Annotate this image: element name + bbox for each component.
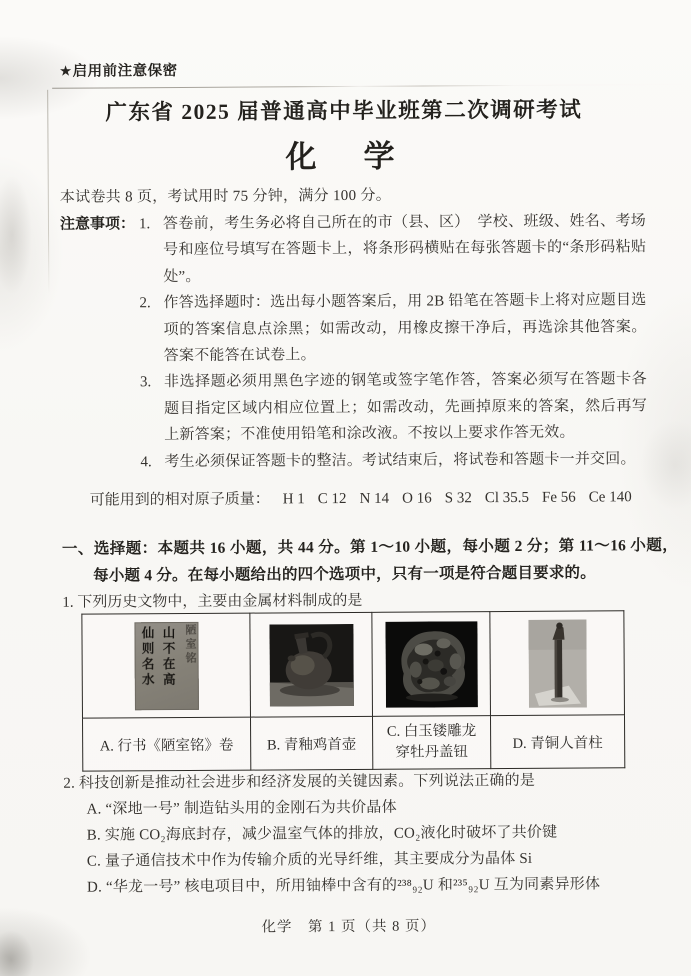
atomic-mass-value: O 16 [402, 490, 432, 507]
atomic-mass-value: H 1 [282, 491, 305, 508]
question-2-option-a: A. “深地一号” 制造钻头用的金刚石为共价晶体 [86, 799, 397, 818]
option-a-label: A. 行书《陋室铭》卷 [82, 717, 250, 771]
celadon-ewer-photo [269, 623, 353, 706]
calligraphy-column: 山不在高 [160, 625, 176, 688]
option-d-cell [490, 611, 625, 716]
notes-section [60, 208, 648, 476]
note-number: 3. [139, 374, 152, 391]
option-c-label [372, 716, 490, 770]
note-text: 非选择题必须用黑色字迹的钢笔或签字笔作答，答案必须写在答题卡各题目指定区域内相应位置上；如需改动，先画掉原来的答案，然后再写上新答案；不准使用铅笔和涂改液。不按以上要求作答无效。 [163, 371, 648, 444]
question-2 [63, 767, 659, 901]
option-b-cell [250, 612, 373, 717]
option-d-label: D. 青铜人首柱 [490, 715, 624, 769]
subject-title: 化 学 [285, 138, 403, 175]
atomic-mass-value: C 12 [317, 490, 347, 508]
question-2-option-c: C. 量子通信技术中作为传输介质的光导纤维，其主要成分为晶体 Si [86, 850, 533, 870]
question-2-option-b: B. 实施 CO₂海底封存，减少温室气体的排放，CO₂液化时破坏了共价键 [86, 824, 558, 844]
question-2-option-d: D. “华龙一号” 核电项目中，所用铀棒中含有的²³⁸₉₂U 和²³⁵₉₂U 互为同素异形体 [86, 876, 601, 896]
note-number: 4. [140, 453, 152, 470]
note-item [60, 208, 646, 291]
atomic-mass-value: Ce 140 [588, 489, 632, 506]
option-c-cell [372, 612, 491, 717]
page-footer: 化学 第 1 页（共 8 页） [261, 918, 437, 936]
note-text: 作答选择题时：选出每小题答案后，用 2B 铅笔在答题卡上将对应题目选项的答案信息点涂黑；如需改动，用橡皮擦干净后，再选涂其他答案。答案不能答在试卷上。 [163, 292, 647, 365]
calligraphy-column: 仙则名水 [139, 625, 155, 688]
security-notice: ★启用前注意保密 [58, 63, 178, 80]
exam-title: 广东省 2025 届普通高中毕业班第二次调研考试 [105, 97, 583, 125]
option-b-label: B. 青釉鸡首壶 [250, 716, 372, 770]
calligraphy-column: 陋室铭 [183, 623, 197, 666]
atomic-mass-value: Cl 35.5 [484, 489, 530, 507]
question-1-options-table [81, 610, 625, 771]
atomic-mass-value: N 14 [359, 490, 390, 507]
note-text: 考生必须保证答题卡的整洁。考试结束后，将试卷和答题卡一并交回。 [164, 450, 636, 470]
atomic-masses-line [90, 485, 632, 509]
option-c-label-line2: 穿牡丹盖钮 [395, 744, 469, 761]
atomic-masses-label: 可能用到的相对原子质量： [89, 491, 270, 509]
header-divider-line [52, 84, 691, 89]
note-number: 2. [139, 295, 151, 312]
question-2-stem: 2. 科技创新是推动社会进步和经济发展的关键因素。下列说法正确的是 [63, 772, 536, 792]
option-a-cell [82, 613, 251, 718]
calligraphy-scroll-photo [134, 621, 199, 709]
option-c-label-line1: C. 白玉镂雕龙 [386, 723, 477, 740]
note-text: 答卷前，考生务必将自己所在的市（县、区） 学校、班级、姓名、考场号和座位号填写在答题卡上，将条形码横贴在每张答题卡的“条形码粘贴处”。 [162, 213, 647, 285]
note-item [60, 287, 646, 370]
question-1-stem: 1. 下列历史文物中，主要由金属材料制成的是 [62, 592, 363, 611]
note-item [61, 367, 647, 450]
exam-info: 本试卷共 8 页，考试用时 75 分钟，满分 100 分。 [59, 187, 392, 206]
atomic-mass-value: Fe 56 [541, 489, 576, 506]
atomic-mass-value: S 32 [444, 490, 472, 507]
section-1-heading: 一、选择题：本题共 16 小题，共 44 分。第 1～10 小题，每小题 2 分；第 11～16 小题，每小题 4 分。在每小题给出的四个选项中，只有一项是符合题目要求的。 [61, 536, 679, 585]
note-number: 1. [138, 216, 151, 233]
jade-carved-knob-photo [385, 621, 478, 708]
note-item [61, 446, 647, 476]
notes-label: 注意事项： [59, 216, 136, 233]
bronze-pillar-photo [528, 619, 587, 707]
